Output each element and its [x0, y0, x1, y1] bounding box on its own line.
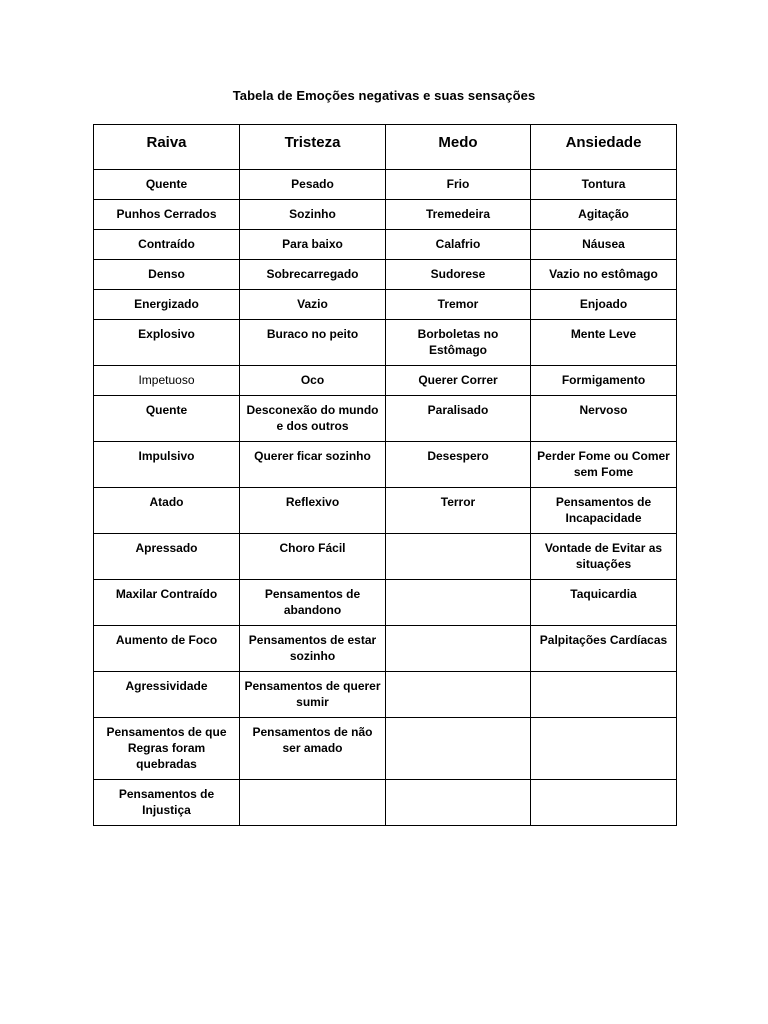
table-cell: Mente Leve: [531, 320, 677, 366]
table-cell: Tontura: [531, 170, 677, 200]
table-cell: Pensamentos de estar sozinho: [240, 626, 386, 672]
table-cell: Pensamentos de Injustiça: [94, 780, 240, 826]
header-ansiedade: Ansiedade: [531, 125, 677, 170]
table-cell: Vazio no estômago: [531, 260, 677, 290]
table-cell: Pensamentos de Incapacidade: [531, 488, 677, 534]
table-cell: Tremor: [386, 290, 531, 320]
table-cell: Calafrio: [386, 230, 531, 260]
table-row: [94, 170, 677, 200]
table-cell: Punhos Cerrados: [94, 200, 240, 230]
table-row: [94, 580, 677, 626]
table-cell: Perder Fome ou Comer sem Fome: [531, 442, 677, 488]
table-cell: Enjoado: [531, 290, 677, 320]
document-title: Tabela de Emoções negativas e suas sensações: [232, 88, 536, 103]
emotions-table: [93, 124, 677, 826]
table-cell: Oco: [240, 366, 386, 396]
table-cell: Querer Correr: [386, 366, 531, 396]
table-cell: Explosivo: [94, 320, 240, 366]
table-cell: Atado: [94, 488, 240, 534]
table-cell: Sozinho: [240, 200, 386, 230]
table-cell: Frio: [386, 170, 531, 200]
table-cell: Pensamentos de querer sumir: [240, 672, 386, 718]
table-cell: Terror: [386, 488, 531, 534]
table-cell: Choro Fácil: [240, 534, 386, 580]
table-row: [94, 200, 677, 230]
table-cell: Contraído: [94, 230, 240, 260]
table-cell: Agressividade: [94, 672, 240, 718]
table-row: [94, 780, 677, 826]
table-cell: Quente: [94, 170, 240, 200]
table-cell: Buraco no peito: [240, 320, 386, 366]
table-header-row: [94, 125, 677, 170]
table-row: [94, 396, 677, 442]
table-row: [94, 626, 677, 672]
table-cell: Maxilar Contraído: [94, 580, 240, 626]
table-cell: Paralisado: [386, 396, 531, 442]
table-cell: Pesado: [240, 170, 386, 200]
table-cell: Pensamentos de abandono: [240, 580, 386, 626]
table-cell: Impulsivo: [94, 442, 240, 488]
table-cell: [386, 672, 531, 718]
table-cell: Tremedeira: [386, 200, 531, 230]
table-cell: Palpitações Cardíacas: [531, 626, 677, 672]
table-cell: Querer ficar sozinho: [240, 442, 386, 488]
table-cell: Reflexivo: [240, 488, 386, 534]
table-row: [94, 366, 677, 396]
table-cell: Sudorese: [386, 260, 531, 290]
header-tristeza: Tristeza: [240, 125, 386, 170]
table-cell: Vontade de Evitar as situações: [531, 534, 677, 580]
table-row: [94, 320, 677, 366]
table-cell: Vazio: [240, 290, 386, 320]
table-cell: [386, 580, 531, 626]
table-cell: Apressado: [94, 534, 240, 580]
table-cell: Impetuoso: [94, 366, 240, 396]
table-cell: Desconexão do mundo e dos outros: [240, 396, 386, 442]
table-cell: Pensamentos de que Regras foram quebradas: [94, 718, 240, 780]
table-cell: [386, 626, 531, 672]
table-row: [94, 488, 677, 534]
table-row: [94, 230, 677, 260]
table-cell: Agitação: [531, 200, 677, 230]
table-cell: Desespero: [386, 442, 531, 488]
table-cell: [240, 780, 386, 826]
table-row: [94, 290, 677, 320]
table-cell: Taquicardia: [531, 580, 677, 626]
table-row: [94, 718, 677, 780]
table-cell: Pensamentos de não ser amado: [240, 718, 386, 780]
header-medo: Medo: [386, 125, 531, 170]
table-cell: Denso: [94, 260, 240, 290]
table-cell: Náusea: [531, 230, 677, 260]
table-cell: Quente: [94, 396, 240, 442]
table-cell: Aumento de Foco: [94, 626, 240, 672]
table-cell: [386, 780, 531, 826]
table-cell: Borboletas no Estômago: [386, 320, 531, 366]
table-row: [94, 534, 677, 580]
table-cell: Nervoso: [531, 396, 677, 442]
table-cell: Sobrecarregado: [240, 260, 386, 290]
table-row: [94, 672, 677, 718]
table-row: [94, 442, 677, 488]
table-cell: Formigamento: [531, 366, 677, 396]
table-cell: [386, 534, 531, 580]
table-cell: [386, 718, 531, 780]
table-row: [94, 260, 677, 290]
table-cell: Energizado: [94, 290, 240, 320]
table-cell: [531, 718, 677, 780]
header-raiva: Raiva: [94, 125, 240, 170]
table-cell: [531, 672, 677, 718]
table-cell: [531, 780, 677, 826]
table-cell: Para baixo: [240, 230, 386, 260]
